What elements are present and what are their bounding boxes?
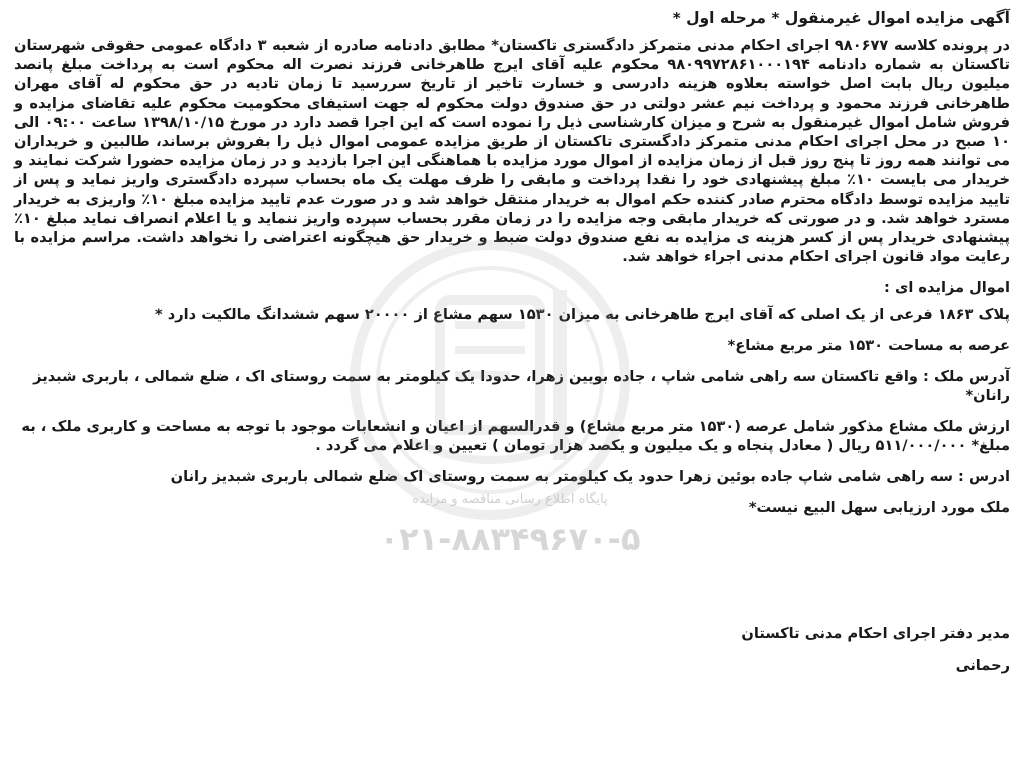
notice-body: در پرونده کلاسه ۹۸۰۶۷۷ اجرای احکام مدنی متمرکز دادگستری تاکستان* مطابق دادنامه صادره از شعبه ۳ دادگاه عمومی حقوقی شهرستان تاکستان به شماره دادنامه ۹۸۰۹۹۷۲۸۶۱۰۰۰۱۹۴ محکوم علیه آقای ایرج طاهرخانی فرزند نصرت اله محکوم است به پرداخت مبلغ پانصد میلیون ریال بابت اصل خواسته بعلاوه هزینه دادرسی و خسارت تاخیر از تاریخ سررسید تا زمان تادیه در حق محکوم له آقای مهران طاهرخانی فرزند محمود و پرداخت نیم عشر دولتی در حق صندوق دولت محکوم له جهت استیفای محکومیت محکوم علیه تقاضای مزایده و فروش شامل اموال غیرمنقول به شرح و میزان کارشناسی ذیل را نموده است که این اجرا قصد دارد در مورخ ۱۳۹۸/۱۰/۱۵ ساعت ۰۹:۰۰ الی ۱۰ صبح در محل اجرای احکام مدنی متمرکز دادگستری تاکستان از طریق مزایده عمومی اموال ذیل را بفروش برساند، طالبین و خریداران می توانند همه روز تا پنج روز قبل از زمان مزایده از اموال مورد مزایده با هماهنگی این اجرا بازدید و در زمان مزایده حضورا شرکت نمایند و خریدار می بایست ۱۰٪ مبلغ پیشنهادی خود را نقدا پرداخت و مابقی را ظرف مهلت یک ماه بحساب سپرده دادگستری واریز نماید و پس از تایید مزایده توسط دادگاه محترم صادر کننده حکم اموال به خریدار منتقل خواهد شد و در صورت عدم تایید مزایده مبلغ ۱۰٪ واریزی به خریدار مسترد خواهد شد. و در صورتی که خریدار مابقی وجه مزایده را در زمان مقرر بحساب سپرده واریز ننماید و یا اعلام انصراف نماید مبلغ ۱۰٪ پیشنهادی خریدار پس از کسر هزینه ی مزایده به نفع صندوق دولت ضبط و خریدار حق هیچگونه اعتراضی را نخواهد داشت. مراسم مزایده با رعایت مواد قانون اجرای احکام مدنی اجراء خواهد شد. <box>14 37 1011 266</box>
watermark-phone: ۰۲۱-۸۸۳۴۹۶۷۰-۵ <box>379 520 641 558</box>
asset-status: ملک مورد ارزیابی سهل البیع نیست* <box>748 499 1010 517</box>
watermark-caption: پایگاه اطلاع رسانی مناقصه و مزایده <box>412 492 608 507</box>
asset-address: آدرس ملک : واقع تاکستان سه راهی شامی شاپ ، جاده بویین زهرا، حدودا یک کیلومتر به سمت روستای اک ، ضلع شمالی ، باربری شبدیز رانان* <box>33 368 1010 405</box>
asset-value: ارزش ملک مشاع مذکور شامل عرصه (۱۵۳۰ متر مربع مشاع) و قدرالسهم از اعیان و انشعابات موجود با توجه به مساحت و کاربری ملک ، به مبلغ* ۵۱۱/۰۰۰/۰۰۰ ریال ( معادل پنجاه و یک میلیون و یکصد هزار تومان ) تعیین و اعلام می گردد . <box>21 418 1010 455</box>
asset-address-2: ادرس : سه راهی شامی شاپ جاده بوئین زهرا حدود یک کیلومتر به سمت روستای اک ضلع شمالی باربری شبدیز رانان <box>170 468 1010 486</box>
signature-title: مدیر دفتر اجرای احکام مدنی تاکستان <box>741 625 1010 642</box>
signature-block <box>741 624 1010 688</box>
notice-title: آگهی مزایده اموال غیرمنقول * مرحله اول * <box>672 9 1010 27</box>
asset-plot: پلاک ۱۸۶۳ فرعی از یک اصلی که آقای ایرج طاهرخانی به میزان ۱۵۳۰ سهم مشاع از ۲۰۰۰۰ سهم ششدانگ مالکیت دارد * <box>155 306 1010 324</box>
asset-area: عرصه به مساحت ۱۵۳۰ متر مربع مشاع* <box>727 337 1010 355</box>
signature-name: رحمانی <box>955 657 1010 674</box>
assets-label: اموال مزایده ای : <box>884 279 1010 297</box>
